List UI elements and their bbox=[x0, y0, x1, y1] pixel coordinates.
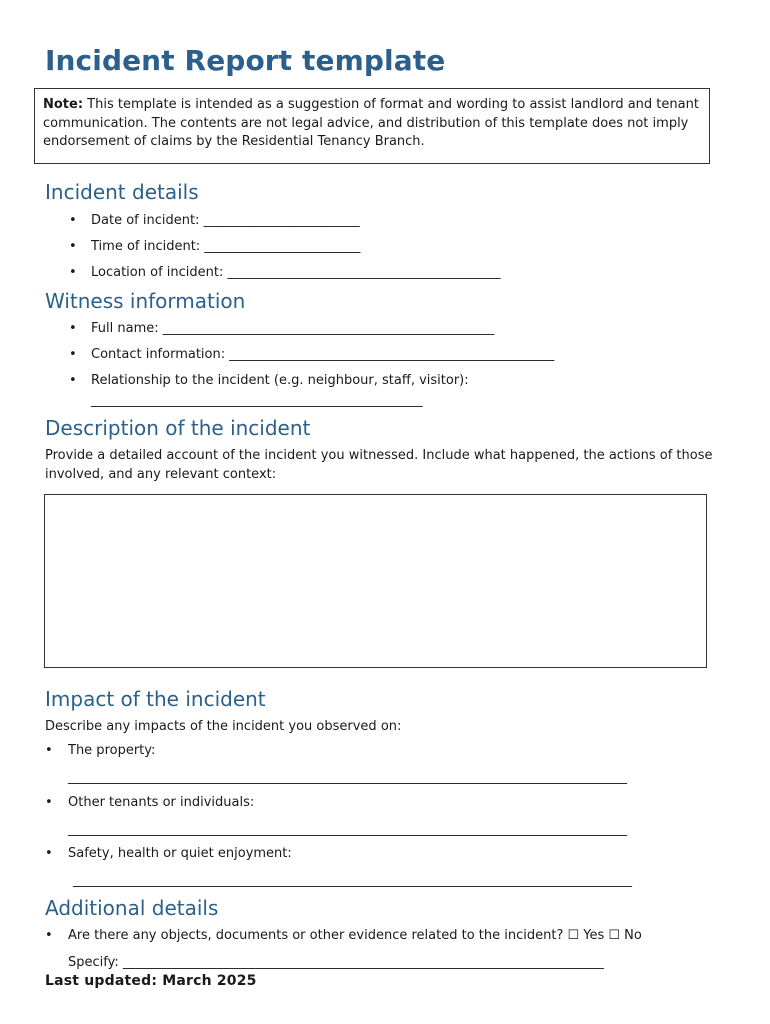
bullet-icon: • bbox=[69, 239, 77, 254]
bullet-icon: • bbox=[69, 265, 77, 280]
bullet-icon: • bbox=[69, 373, 77, 388]
note-label: Note: bbox=[43, 97, 84, 112]
description-heading: Description of the incident bbox=[45, 416, 311, 440]
contact-information-field[interactable]: Contact information: __________________________________________________ bbox=[91, 347, 555, 362]
location-of-incident-field[interactable]: Location of incident: __________________________________________ bbox=[91, 265, 501, 280]
list-item bbox=[69, 212, 501, 230]
bullet-icon: • bbox=[69, 321, 77, 336]
list-item bbox=[69, 264, 501, 282]
list-item bbox=[69, 320, 554, 338]
property-field[interactable]: ______________________________________________________________________________________ bbox=[68, 770, 627, 785]
bullet-icon: • bbox=[45, 846, 53, 861]
bullet-icon: • bbox=[69, 213, 77, 228]
relationship-label: Relationship to the incident (e.g. neighbour, staff, visitor): bbox=[91, 373, 469, 388]
page-title: Incident Report template bbox=[45, 44, 446, 77]
last-updated: Last updated: March 2025 bbox=[45, 973, 257, 989]
incident-details-heading: Incident details bbox=[45, 180, 199, 204]
bullet-icon: • bbox=[45, 743, 53, 758]
description-instructions: Provide a detailed account of the incident you witnessed. Include what happened, the actions of those involved, and any relevant context: bbox=[45, 448, 713, 482]
note-text: This template is intended as a suggestion of format and wording to assist landlord and tenant communication. The contents are not legal advice, and distribution of this template does not imply endorsement of claims by the Residential Tenancy Branch. bbox=[43, 97, 699, 149]
note-box bbox=[34, 88, 710, 164]
evidence-question[interactable]: Are there any objects, documents or other evidence related to the incident? ☐ Yes ☐ No bbox=[68, 928, 642, 943]
list-item bbox=[69, 346, 555, 364]
incident-details-list bbox=[69, 212, 501, 282]
witness-information-list bbox=[69, 320, 555, 390]
safety-label: Safety, health or quiet enjoyment: bbox=[68, 846, 292, 861]
bullet-icon: • bbox=[45, 928, 53, 943]
description-textarea[interactable] bbox=[44, 494, 707, 668]
specify-field[interactable]: Specify: __________________________________________________________________________ bbox=[68, 955, 604, 970]
relationship-field[interactable]: ___________________________________________________ bbox=[91, 393, 423, 408]
witness-information-heading: Witness information bbox=[45, 289, 246, 313]
date-of-incident-field[interactable]: Date of incident: ________________________ bbox=[91, 213, 360, 228]
impact-intro: Describe any impacts of the incident you observed on: bbox=[45, 719, 402, 734]
impact-heading: Impact of the incident bbox=[45, 687, 266, 711]
other-tenants-label: Other tenants or individuals: bbox=[68, 795, 255, 810]
additional-details-heading: Additional details bbox=[45, 896, 219, 920]
time-of-incident-field[interactable]: Time of incident: ________________________ bbox=[91, 239, 361, 254]
full-name-field[interactable]: Full name: ___________________________________________________ bbox=[91, 321, 495, 336]
other-tenants-field[interactable]: ______________________________________________________________________________________ bbox=[68, 822, 627, 837]
property-label: The property: bbox=[68, 743, 156, 758]
bullet-icon: • bbox=[69, 347, 77, 362]
safety-field[interactable]: ______________________________________________________________________________________ bbox=[73, 873, 632, 888]
list-item bbox=[69, 238, 501, 256]
bullet-icon: • bbox=[45, 795, 53, 810]
list-item bbox=[69, 372, 554, 390]
